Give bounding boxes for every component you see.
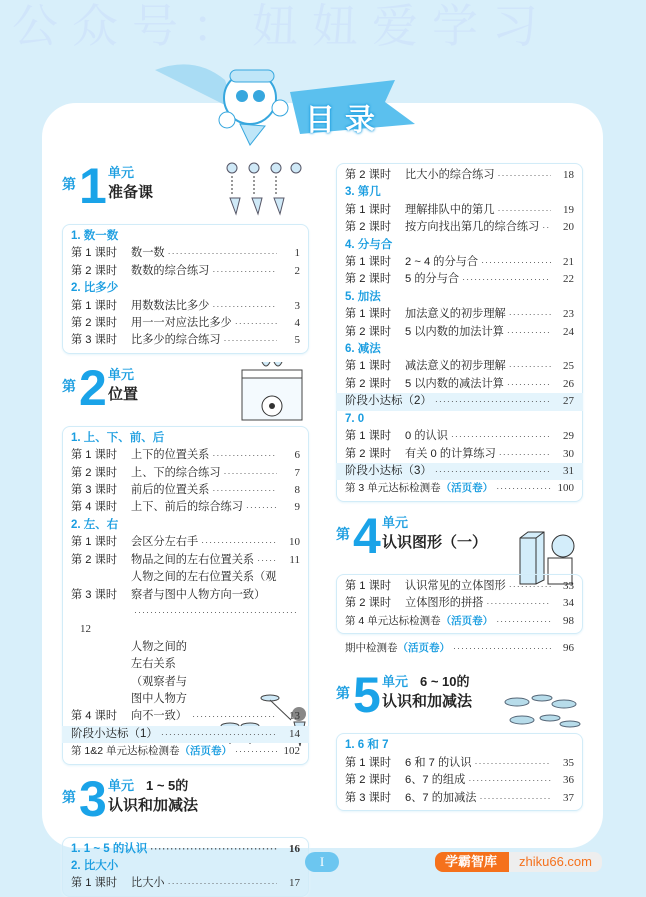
lesson-title: 按方向找出第几的综合练习 [405,221,540,234]
toc-lesson-item[interactable] [71,875,300,892]
dot-leader [435,463,551,480]
lesson-title: 会区分左右手 [131,536,199,549]
lesson-label: 第 4 课时 [71,710,118,723]
toc-lesson-item[interactable] [71,639,300,726]
lesson-label: 第 1 课时 [71,877,118,890]
toc-lesson-item[interactable] [345,772,574,789]
unit-subtitle: 1 ~ 5的 [146,777,189,793]
toc-lesson-item[interactable] [345,358,574,375]
unit-title: 位置 [108,385,139,403]
page-number: 11 [289,553,300,566]
lesson-title: 比大小 [131,877,165,890]
section-title: 2. 左、右 [71,518,119,531]
lesson-label: 第 3 课时 [71,588,118,601]
lesson-label: 第 1 课时 [345,430,392,443]
dot-leader [542,219,551,236]
dot-leader [224,465,277,482]
toc-section-heading[interactable] [71,280,300,297]
unit-number: 2 [79,359,107,416]
toc-lesson-item[interactable] [71,332,300,349]
dot-leader [507,376,551,393]
lesson-label: 第 3 课时 [345,791,392,804]
unit-3-contents-box [62,837,309,897]
lesson-title: 上下的位置关系 [131,449,210,462]
dot-leader [509,358,551,375]
unit-title: 认识和加减法 [108,796,199,814]
toc-lesson-item[interactable] [71,298,300,315]
toc-section-heading[interactable] [71,517,300,534]
lesson-title: 人物之间的左右关系（观察者与图中人物方向不一致） [131,640,187,723]
toc-lesson-item[interactable] [71,499,300,516]
section-title: 7. 0 [345,412,365,425]
lesson-label: 第 2 课时 [345,221,392,234]
lesson-title: 5 以内数的减法计算 [405,377,504,390]
unit-prefix: 第 [336,685,350,702]
logo-text: 学霸智库 [435,852,509,872]
lesson-label: 第 2 课时 [345,597,392,610]
page-number: 23 [563,308,574,321]
page-number: 19 [563,203,574,216]
lesson-title: 用一一对应法比多少 [131,317,232,330]
unit-number: 3 [79,770,107,827]
test-title: 第 4 单元达标检测卷 [345,614,441,627]
dot-leader [468,772,551,789]
unit-title: 准备课 [108,184,154,201]
toc-test-item[interactable] [345,640,574,657]
section-title: 5. 加法 [345,290,381,303]
toc-lesson-item[interactable] [345,446,574,463]
lesson-label: 第 1 课时 [345,360,392,373]
lesson-label: 第 1 课时 [71,449,118,462]
dot-leader [496,613,551,630]
section-title: 2. 比多少 [71,282,119,295]
toc-right-column [336,163,583,811]
section-title: 1. 数一数 [71,230,119,242]
section-title: 1. 上、下、前、后 [71,431,165,444]
unit-1-contents-box [62,224,309,354]
unit-suffix: 单元 [382,514,409,530]
page-number: 5 [294,334,300,347]
page-title: 目录 [305,104,385,137]
toc-lesson-item[interactable] [71,534,300,551]
unit-number: 1 [79,158,107,214]
page-number: 21 [563,256,574,269]
lesson-title: 前后的位置关系 [131,484,210,497]
dot-leader [435,393,551,410]
toc-lesson-item[interactable] [345,271,574,288]
dot-leader [496,480,551,497]
lesson-title: 比多少的综合练习 [131,334,221,347]
site-logo[interactable] [435,852,602,872]
unit-subtitle: 6 ~ 10的 [420,674,470,690]
toc-section-heading[interactable] [345,184,574,201]
lesson-title: 上、下的综合练习 [131,466,221,479]
logo-url: zhiku66.com [509,852,602,872]
toc-section-heading[interactable] [345,237,574,254]
lesson-title: 上下、前后的综合练习 [131,501,243,514]
page-number: 30 [563,447,574,460]
toc-lesson-item[interactable] [345,306,574,323]
unit-2-contents-box [62,426,309,765]
page-number: 17 [289,877,300,890]
loose-leaf-tag: （活页卷） [179,745,233,758]
lesson-label: 第 1 课时 [345,308,392,321]
dot-leader [212,482,277,499]
lesson-label: 第 3 课时 [71,484,118,497]
unit-5-contents-box [336,733,583,811]
lesson-title: 数一数 [131,247,165,260]
toc-lesson-item[interactable] [71,482,300,499]
page-number: 25 [563,360,574,373]
dot-leader [509,578,551,595]
lesson-label: 第 2 课时 [345,774,392,787]
unit-header-3 [62,770,309,829]
lesson-title: 6、7 的加减法 [405,791,477,804]
lesson-label: 第 1 课时 [345,756,392,769]
page-number: 26 [563,377,574,390]
dot-leader [498,167,551,184]
dot-leader [462,271,551,288]
lesson-label: 第 1 课时 [71,536,118,549]
page-number: 1 [294,247,300,260]
section-title: 3. 第几 [345,186,381,199]
dot-leader [481,254,551,271]
lesson-title: 有关 0 的计算练习 [405,447,496,460]
dot-leader [235,743,277,760]
test-title: 第 1&2 单元达标检测卷 [71,745,180,758]
unit-3-contents-box [336,163,583,502]
loose-leaf-tag: （活页卷） [397,641,450,654]
lesson-title: 人物之间的左右位置关系（观察者与图中人物方向一致） [131,571,277,601]
unit-number: 4 [353,507,381,564]
dot-leader [480,790,552,807]
test-title: 第 3 单元达标检测卷 [345,482,441,495]
page-number: 35 [563,756,574,769]
lesson-label: 第 1 课时 [71,247,118,260]
dot-leader [192,708,277,725]
unit-title: 认识和加减法 [382,693,473,711]
toc-lesson-item[interactable] [71,552,300,569]
dot-leader [475,755,551,772]
toc-test-item[interactable] [345,613,574,630]
lesson-title: 认识常见的立体图形 [405,579,506,592]
lesson-title: 0 的认识 [405,430,448,443]
page-number: 22 [563,273,574,286]
page-number: 7 [294,466,300,479]
page-number: 36 [563,774,574,787]
dot-leader [499,446,551,463]
dot-leader [212,263,277,280]
lesson-title: 6、7 的组成 [405,774,466,787]
toc-stage-check-item[interactable] [336,463,583,480]
test-title: 期中检测卷 [345,641,398,654]
toc-section-heading[interactable] [345,411,574,428]
section-title: 1. 6 和 7 [345,739,389,752]
page-number: 37 [563,791,574,804]
page-number: 14 [289,727,300,740]
page-number: 2 [294,264,300,277]
unit-prefix: 第 [62,176,76,192]
toc-section-heading[interactable] [71,430,300,447]
page-number: 6 [294,449,300,462]
unit-suffix: 单元 [108,366,135,382]
toc-lesson-item[interactable] [345,324,574,341]
page-number: 27 [563,395,574,408]
page-number: 20 [563,221,574,234]
lesson-title: 理解排队中的第几 [405,203,495,216]
lesson-title: 比大小的综合练习 [405,169,495,181]
toc-lesson-item[interactable] [345,219,574,236]
lesson-label: 第 2 课时 [71,466,118,479]
stage-title: 阶段小达标（1） [71,727,158,740]
toc-lesson-item[interactable] [345,790,574,807]
toc-lesson-item[interactable] [71,447,300,464]
page-number: 8 [294,484,300,497]
dot-leader [257,552,277,569]
lesson-label: 第 1 课时 [71,299,118,312]
page-number: 100 [557,482,574,495]
toc-section-heading[interactable] [71,841,300,858]
toc-section-heading[interactable] [71,228,300,245]
toc-lesson-item[interactable] [345,376,574,393]
dot-leader [246,499,277,516]
lesson-label: 第 2 课时 [71,553,118,566]
unit-title: 认识图形（一） [382,533,488,551]
lesson-label: 第 1 课时 [345,579,392,592]
unit-header-5 [336,669,583,725]
dot-leader [451,428,551,445]
loose-leaf-tag: （活页卷） [440,614,494,627]
unit-prefix: 第 [336,525,350,542]
dot-leader [224,332,277,349]
section-title: 6. 减法 [345,343,381,356]
unit-4-contents-box [336,636,583,661]
lesson-title: 数数的综合练习 [131,264,210,277]
dot-leader [507,324,551,341]
toc-lesson-item[interactable] [345,595,574,612]
toc-test-item[interactable] [71,743,300,760]
toc-section-heading[interactable] [345,289,574,306]
unit-prefix: 第 [62,377,76,394]
page-number: 102 [283,745,300,758]
page-number: 13 [289,710,300,723]
unit-header-1 [62,160,309,216]
lesson-label: 第 1 课时 [345,203,392,216]
toc-stage-check-item[interactable] [62,726,309,743]
stage-title: 阶段小达标（2） [345,395,432,408]
dot-leader [201,534,277,551]
toc-lesson-item[interactable] [345,202,574,219]
unit-number: 5 [353,667,381,724]
lesson-label: 第 2 课时 [345,273,392,286]
lesson-label: 第 4 课时 [71,501,118,514]
page-number: 98 [563,614,574,627]
unit-header-4 [336,507,583,566]
lesson-title: 立体图形的拼搭 [405,597,484,610]
dot-leader [486,595,551,612]
page-number: 10 [289,536,300,549]
lesson-title: 用数数法比多少 [131,299,210,312]
loose-leaf-tag: （活页卷） [440,482,494,495]
lesson-title: 6 和 7 的认识 [405,756,472,769]
dot-leader [168,245,277,262]
lesson-label: 第 2 课时 [71,317,118,330]
page-number: 3 [294,299,300,312]
lesson-title: 物品之间的左右位置关系 [131,553,255,566]
unit-header-2 [62,359,309,418]
dot-leader [509,306,551,323]
page-number: 9 [294,501,300,514]
page-number: 12 [80,623,91,636]
toc-lesson-item[interactable] [345,428,574,445]
toc-lesson-item[interactable] [71,569,300,639]
lesson-label: 第 2 课时 [345,377,392,390]
toc-lesson-item[interactable] [345,755,574,772]
stage-title: 阶段小达标（3） [345,464,432,477]
lesson-title: 5 的分与合 [405,273,460,286]
dot-leader [212,447,277,464]
lesson-title: 5 以内数的加法计算 [405,325,504,338]
toc-lesson-item[interactable] [345,167,574,184]
unit-prefix: 第 [62,788,76,805]
toc-lesson-item[interactable] [71,263,300,280]
watermark: 公众号：妞妞爱学习 [12,0,552,52]
toc-lesson-item[interactable] [345,254,574,271]
page-number: 18 [563,169,574,181]
page-number: 4 [294,317,300,330]
unit-suffix: 单元 [108,165,135,180]
dot-leader [150,841,277,858]
lesson-label: 第 3 课时 [71,334,118,347]
toc-section-heading[interactable] [345,737,574,754]
lesson-label: 第 1 课时 [345,256,392,269]
toc-lesson-item[interactable] [345,578,574,595]
lesson-label: 第 2 课时 [345,169,392,181]
page-number: 29 [563,430,574,443]
lesson-title: 减法意义的初步理解 [405,360,506,373]
dot-leader [134,604,297,621]
toc-lesson-item[interactable] [71,315,300,332]
dot-leader [498,202,551,219]
section-title: 1. 1 ~ 5 的认识 [71,842,148,855]
unit-suffix: 单元 [108,777,135,793]
dot-leader [212,298,277,315]
dot-leader [161,726,277,743]
lesson-title: 加法意义的初步理解 [405,308,506,321]
page-number: 96 [563,641,574,654]
lesson-label: 第 2 课时 [71,264,118,277]
unit-suffix: 单元 [382,674,409,690]
dot-leader [453,640,551,657]
toc-lesson-item[interactable] [71,245,300,262]
page-number: 34 [563,597,574,610]
dot-leader [235,315,277,332]
lesson-label: 第 2 课时 [345,325,392,338]
page-number: I [305,852,339,872]
dot-leader [168,875,277,892]
toc-left-column [62,160,309,897]
section-title: 2. 比大小 [71,859,119,872]
toc-section-heading[interactable] [71,858,300,875]
unit-4-contents-box [336,574,583,634]
page-number: 33 [563,579,574,592]
toc-test-item[interactable] [345,480,574,497]
lesson-label: 第 2 课时 [345,447,392,460]
page-number: 16 [289,842,300,855]
section-title: 4. 分与合 [345,238,393,251]
lesson-title: 2 ~ 4 的分与合 [405,256,479,269]
toc-stage-check-item[interactable] [336,393,583,410]
page-number: 31 [563,464,574,477]
toc-section-heading[interactable] [345,341,574,358]
page-number: 24 [563,325,574,338]
toc-lesson-item[interactable] [71,465,300,482]
